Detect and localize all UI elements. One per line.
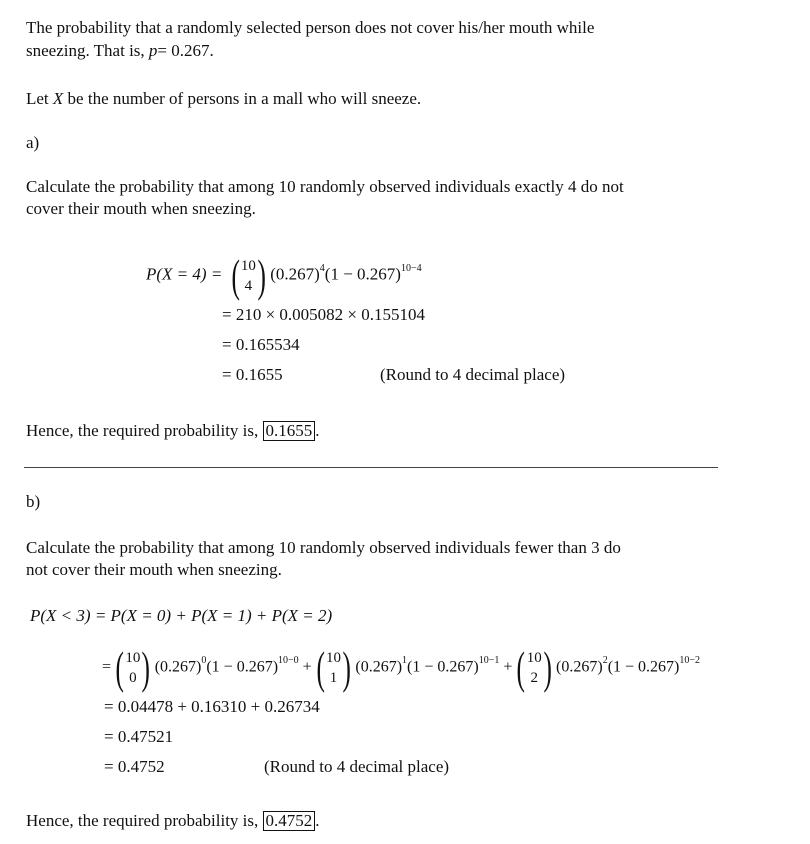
binom-0-n: 10: [125, 649, 141, 666]
part-b-equals: =: [102, 658, 112, 676]
part-a-step-1: = 210 × 0.005082 × 0.155104: [222, 305, 426, 324]
part-b-step-3: = 0.4752: [104, 757, 165, 776]
term-1-p: (0.267): [355, 658, 403, 676]
binom-2-k: 2: [530, 669, 538, 686]
binomial-coefficient-2: ( 10 2 ): [516, 641, 552, 693]
part-a-step-3: = 0.1655: [222, 365, 283, 384]
variable-p: p: [148, 41, 158, 60]
exp-2-p: 2: [602, 655, 608, 666]
part-a-period: .: [315, 421, 320, 440]
part-a-hence: Hence, the required probability is,: [26, 421, 259, 440]
binomial-coefficient-1: ( 10 1 ): [316, 641, 351, 693]
exp-1-q: 10−1: [478, 655, 500, 666]
exp-q: 10−4: [400, 263, 422, 274]
let-line: [26, 89, 421, 109]
part-b-answer-box: 0.4752: [263, 811, 316, 831]
binom-1-n: 10: [326, 649, 342, 666]
part-a-question-2: cover their mouth when sneezing.: [26, 199, 256, 218]
variable-x: X: [52, 89, 64, 108]
binom-k: 4: [244, 277, 253, 294]
plus-2: +: [503, 658, 513, 676]
binom-2-n: 10: [526, 649, 542, 666]
binomial-coefficient: ( 10 4 ): [230, 249, 266, 301]
exp-0-q: 10−0: [278, 655, 299, 666]
let-definition: be the number of persons in a mall who will sneeze.: [67, 89, 422, 108]
intro-line-2: [26, 41, 214, 61]
binom-1-k: 1: [329, 669, 338, 686]
part-b-step-2: = 0.47521: [104, 727, 174, 746]
part-a-conclusion: [26, 421, 320, 441]
term-0-p: (0.267): [154, 658, 202, 676]
part-a-question-1: Calculate the probability that among 10 randomly observed individuals exactly 4 do not: [26, 177, 624, 196]
part-a-formula: [146, 246, 422, 301]
p-value: = 0.267.: [157, 41, 214, 60]
plus-1: +: [302, 658, 312, 676]
part-b-hence: Hence, the required probability is,: [26, 811, 259, 830]
intro-line-1: The probability that a randomly selected person does not cover his/her mouth while: [26, 18, 595, 37]
binomial-coefficient-0: ( 10 0 ): [115, 641, 151, 693]
part-b-expansion: [102, 638, 701, 693]
part-a-answer-box: 0.1655: [263, 421, 316, 441]
term-2-p: (0.267): [556, 658, 603, 676]
exp-p: 4: [319, 263, 325, 274]
part-b-conclusion: [26, 811, 320, 831]
term-p: (0.267): [270, 264, 320, 284]
let-word: Let: [26, 89, 49, 108]
exp-2-q: 10−2: [679, 655, 701, 666]
part-b-lhs: P(X < 3) = P(X = 0) + P(X = 1) + P(X = 2): [30, 606, 333, 625]
part-a-label: a): [26, 133, 40, 152]
term-1-q: (1 − 0.267): [407, 658, 479, 676]
intro-line-2-text: sneezing. That is,: [26, 41, 145, 60]
part-a-round-note: (Round to 4 decimal place): [380, 365, 566, 384]
part-b-question-1: Calculate the probability that among 10 randomly observed individuals fewer than 3 do: [26, 538, 621, 557]
term-0-q: (1 − 0.267): [206, 658, 279, 676]
term-2-q: (1 − 0.267): [607, 658, 680, 676]
part-b-step-1: = 0.04478 + 0.16310 + 0.26734: [104, 697, 320, 716]
part-a-lhs: P(X = 4) =: [146, 264, 223, 284]
part-b-question-2: not cover their mouth when sneezing.: [26, 560, 282, 579]
binom-n: 10: [240, 257, 256, 274]
section-divider: [24, 467, 718, 468]
exp-0-p: 0: [201, 655, 207, 666]
binom-0-k: 0: [129, 669, 137, 686]
term-q: (1 − 0.267): [324, 264, 401, 284]
part-b-period: .: [315, 811, 320, 830]
exp-1-p: 1: [402, 655, 408, 666]
part-a-step-2: = 0.165534: [222, 335, 300, 354]
part-b-label: b): [26, 492, 41, 511]
part-b-round-note: (Round to 4 decimal place): [264, 757, 450, 776]
